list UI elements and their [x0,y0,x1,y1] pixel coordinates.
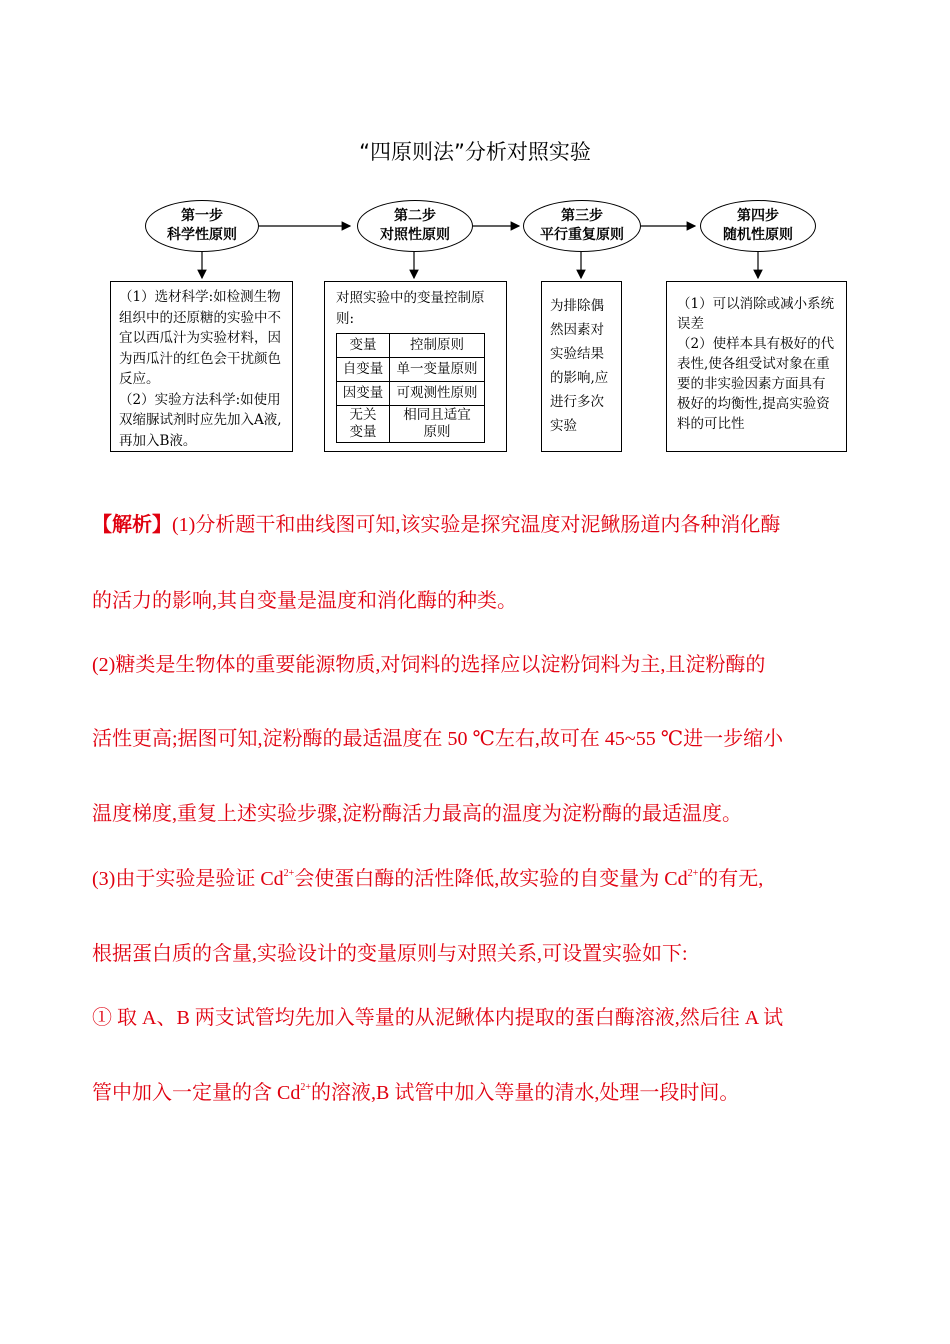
step-label: 第四步 [737,208,779,224]
analysis-line: ① 取 A、B 两支试管均先加入等量的从泥鳅体内提取的蛋白酶溶液,然后往 A 试 [92,1007,784,1029]
analysis-text: 的有无, [698,868,764,890]
analysis-line [92,862,872,891]
step-label: 第一步 [181,208,223,224]
step-label: 第三步 [561,208,603,224]
repetition-principle-box [541,281,622,452]
analysis-text: (1)分析题干和曲线图可知,该实验是探究温度对泥鳅肠道内各种消化酶 [172,514,781,536]
step-label: 第二步 [394,208,436,224]
table-cell: 无关变量 [337,406,390,443]
table-header-cell: 控制原则 [390,334,485,358]
table-row [337,406,485,443]
variable-table [336,333,485,443]
randomness-principle-box [666,281,847,452]
box-paragraph: （2）实验方法科学:如使用双缩脲试剂时应先加入A液,再加入B液。 [119,391,282,449]
control-principle-box [324,281,507,452]
principle-label: 平行重复原则 [540,227,624,243]
analysis-text: 的溶液,B 试管中加入等量的清水,处理一段时间。 [310,1082,740,1104]
box-paragraph: （2）使样本具有极好的代表性,使各组受试对象在重要的非实验因素方面具有极好的均衡性,提高实验资料的可比性 [677,336,835,432]
box-intro: 对照实验中的变量控制原则: [336,290,485,327]
analysis-line [92,508,872,537]
box-paragraph: （1）可以消除或减小系统误差 [677,296,835,332]
superscript: 2+ [687,868,699,879]
principle-label: 随机性原则 [723,227,793,243]
principle-label: 科学性原则 [167,227,237,243]
analysis-line: 温度梯度,重复上述实验步骤,淀粉酶活力最高的温度为淀粉酶的最适温度。 [92,803,742,825]
analysis-text: 管中加入一定量的含 Cd [92,1082,301,1104]
table-cell: 单一变量原则 [390,358,485,382]
superscript: 2+ [283,868,295,879]
step-ellipse-2 [357,200,473,252]
table-cell: 可观测性原则 [390,382,485,406]
table-cell: 相同且适宜原则 [390,406,485,443]
principle-label: 对照性原则 [380,227,450,243]
table-header-cell: 变量 [337,334,390,358]
table-row [337,382,485,406]
analysis-label: 【解析】 [92,514,172,536]
analysis-line: 的活力的影响,其自变量是温度和消化酶的种类。 [92,590,517,612]
step-ellipse-3 [523,200,641,252]
flow-arrows [0,0,950,300]
table-cell: 自变量 [337,358,390,382]
table-row [337,358,485,382]
analysis-text: 会使蛋白酶的活性降低,故实验的自变量为 Cd [294,868,688,890]
analysis-line: 活性更高;据图可知,淀粉酶的最适温度在 50 ℃左右,故可在 45~55 ℃进一步缩小 [92,728,784,750]
page-title: “四原则法”分析对照实验 [359,140,591,164]
step-ellipse-1 [145,200,259,252]
box-paragraph: 为排除偶然因素对实验结果的影响,应进行多次实验 [550,298,609,434]
analysis-line [92,1076,872,1105]
table-header-row [337,334,485,358]
analysis-line: (2)糖类是生物体的重要能源物质,对饲料的选择应以淀粉饲料为主,且淀粉酶的 [92,654,766,676]
analysis-line: 根据蛋白质的含量,实验设计的变量原则与对照关系,可设置实验如下: [92,943,688,965]
box-paragraph: （1）选材科学:如检测生物组织中的还原糖的实验中不宜以西瓜汁为实验材料，因为西瓜汁的红色会干扰颜色反应。 [119,289,281,387]
table-cell: 因变量 [337,382,390,406]
step-ellipse-4 [700,200,816,252]
scientific-principle-box [110,281,293,452]
analysis-text: (3)由于实验是验证 Cd [92,868,284,890]
superscript: 2+ [300,1082,311,1093]
